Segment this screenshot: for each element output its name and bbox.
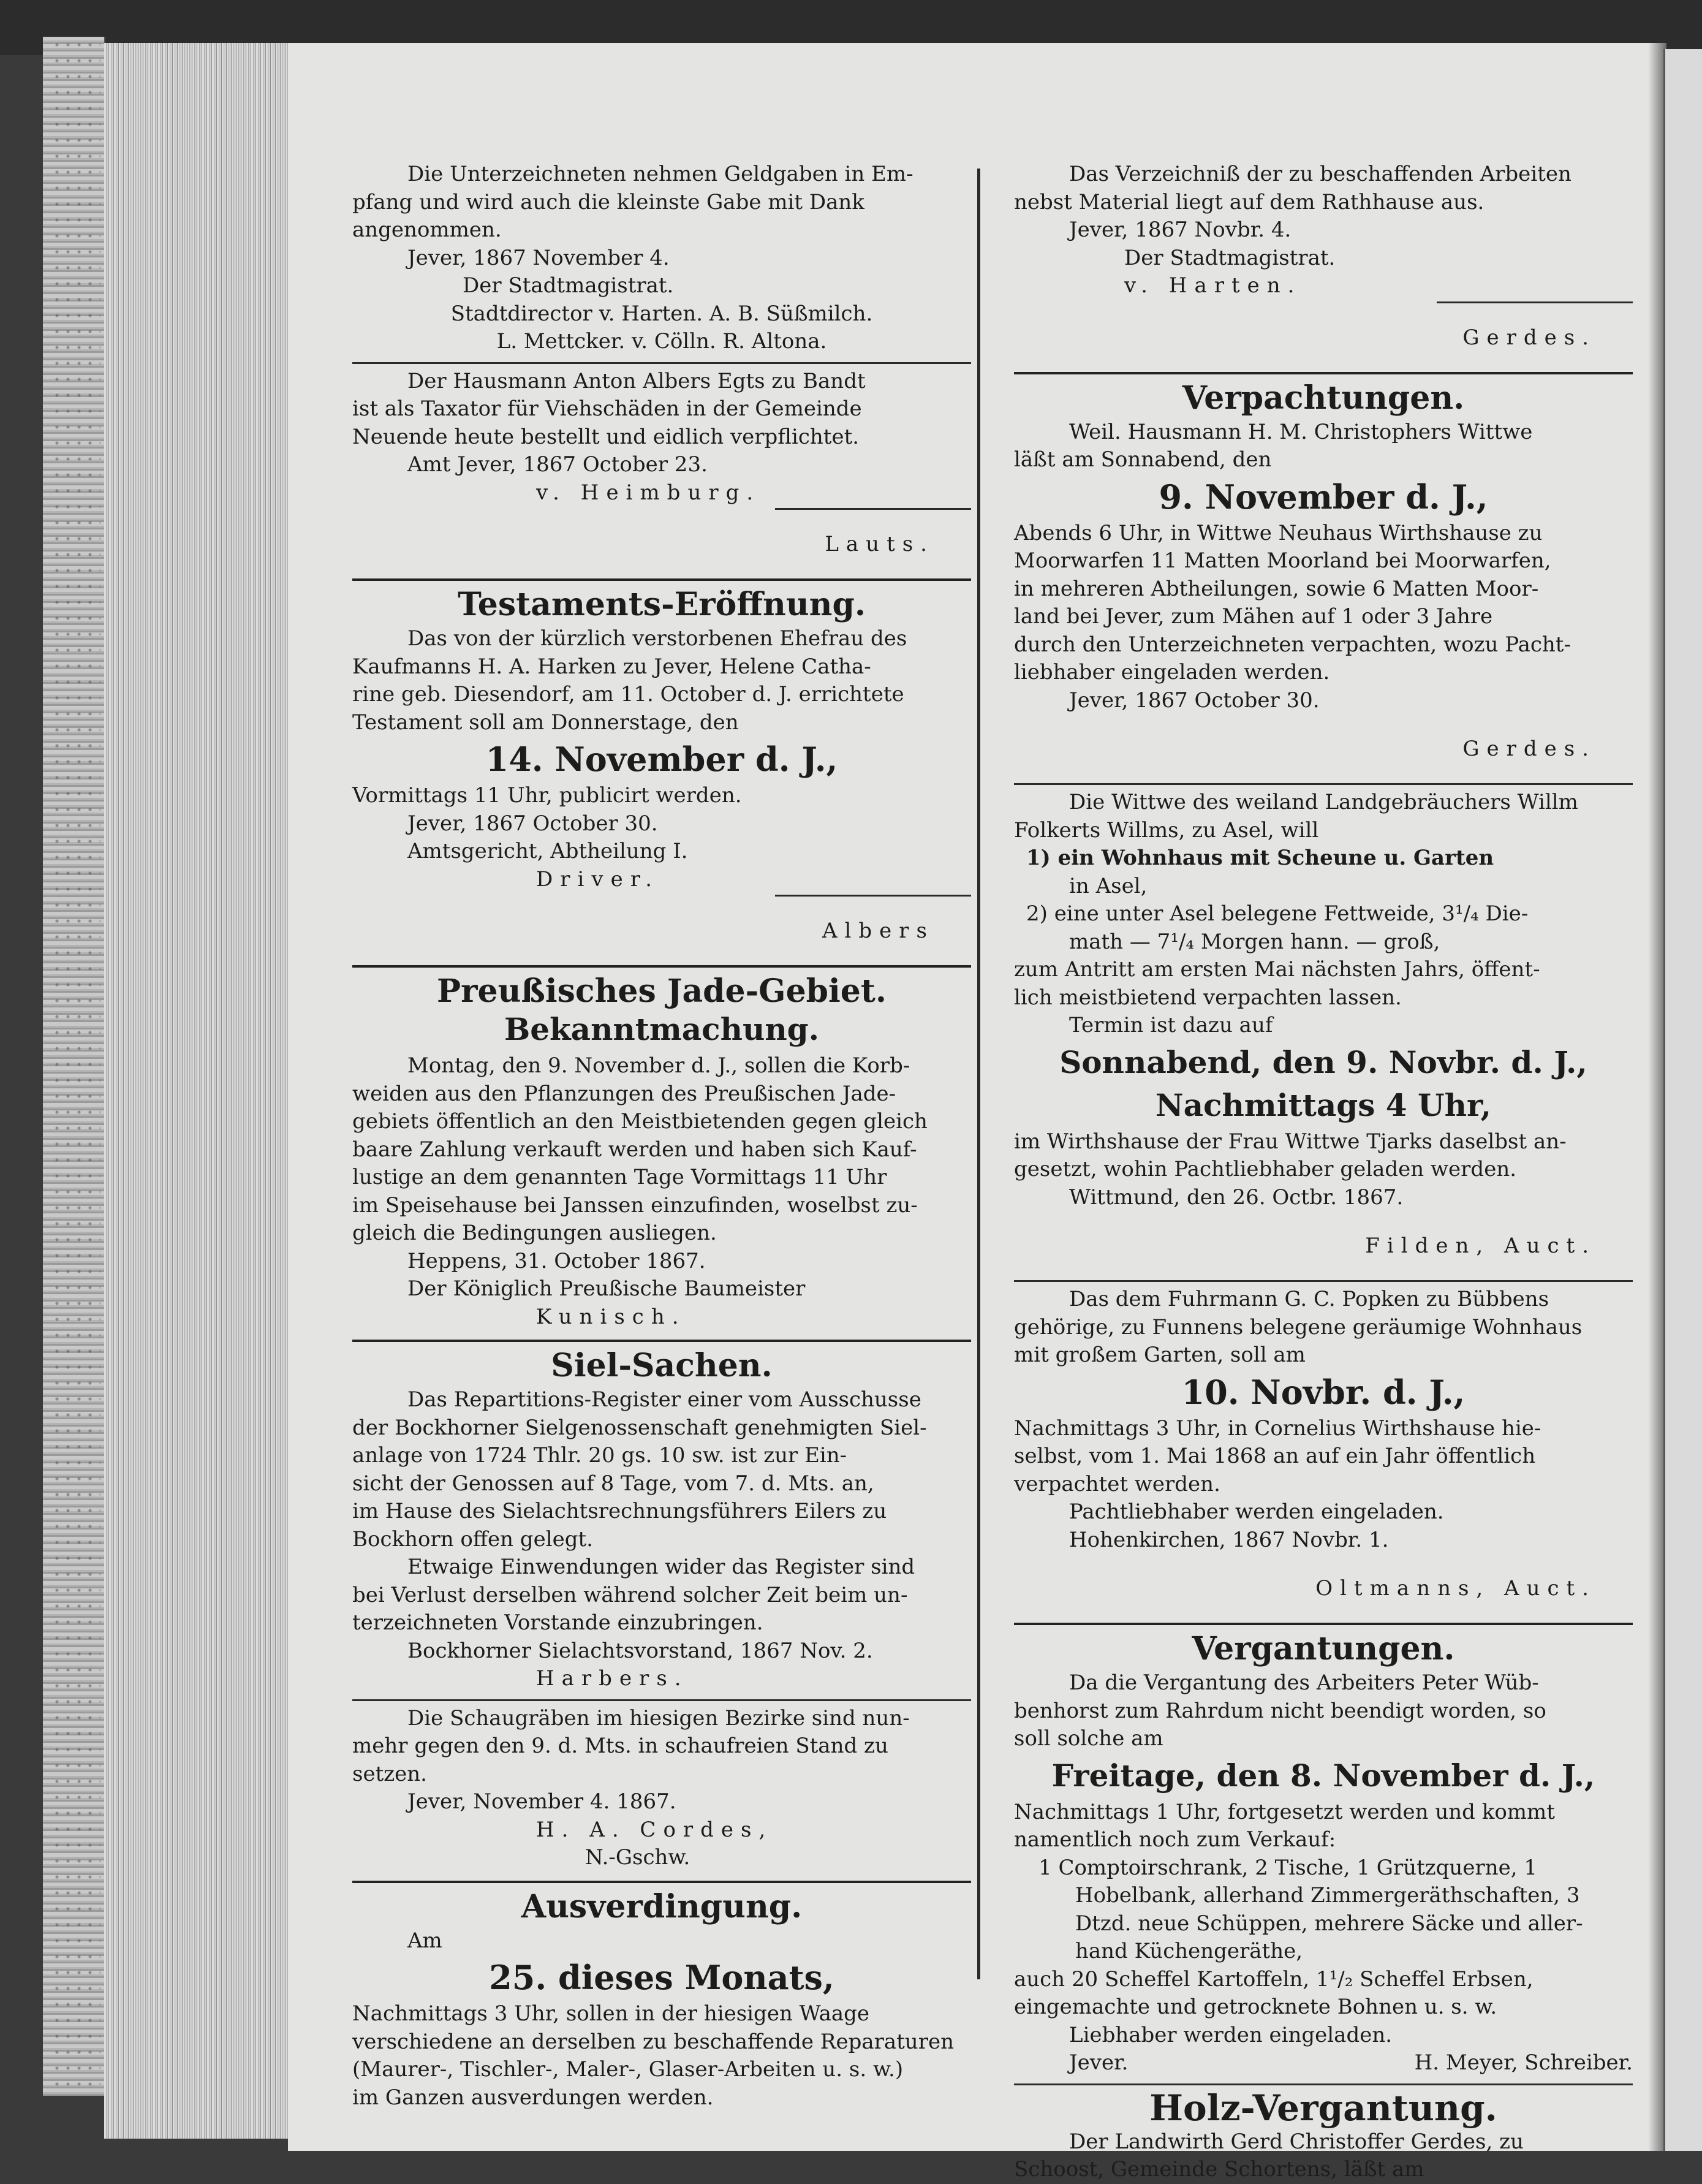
text-line: benhorst zum Rahrdum nicht beendigt worden, so [1014, 1698, 1546, 1723]
text-line: lich meistbietend verpachten lassen. [1014, 985, 1402, 1010]
text-line: Weil. Hausmann H. M. Christophers Wittwe [1069, 419, 1533, 444]
separator [352, 362, 971, 364]
text-line: der Bockhorner Sielgenossenschaft genehmigten Siel- [352, 1415, 927, 1440]
text-line: mehr gegen den 9. d. Mts. in schaufreien Stand zu [352, 1734, 888, 1758]
date-line: Amt Jever, 1867 October 23. [407, 452, 708, 477]
list-item: Hobelbank, allerhand Zimmergeräthschaften, 3 [1075, 1883, 1580, 1908]
section-heading: Siel-Sachen. [551, 1347, 773, 1384]
text-line: Das Repartitions-Register einer vom Ausschusse [407, 1387, 921, 1412]
signature-line: Gerdes. [1462, 737, 1596, 761]
text-line: anlage von 1724 Thlr. 20 gs. 10 sw. ist zur Ein- [352, 1443, 847, 1468]
text-line: Bockhorn offen gelegt. [352, 1526, 593, 1552]
signature-line: H. A. Cordes, [536, 1817, 773, 1842]
list-item: hand Küchengeräthe, [1075, 1939, 1303, 1963]
separator [352, 578, 971, 581]
clerk-signature: Gerdes. [1462, 325, 1596, 350]
highlight-date: Sonnabend, den 9. Novbr. d. J., [1059, 1044, 1587, 1080]
signature-rule [775, 895, 971, 897]
text-line: gebiets öffentlich an den Meistbietenden gegen gleich [352, 1109, 928, 1134]
column-rule [977, 169, 980, 1979]
text-line: bei Verlust derselben während solcher Zeit beim un- [352, 1582, 908, 1607]
signature-line: Kunisch. [536, 1304, 686, 1329]
signature-line: Driver. [536, 866, 660, 892]
signature-line: v. Heimburg. [536, 480, 761, 505]
spine-speckles [51, 37, 100, 2096]
signature-rule [1437, 301, 1633, 303]
separator [1014, 783, 1633, 785]
separator [352, 1699, 971, 1701]
text-line: Am [407, 1928, 442, 1953]
signature-line: L. Mettcker. v. Cölln. R. Altona. [496, 329, 827, 354]
signature-row [1014, 2049, 1633, 2077]
notice-ausverdingung [352, 1888, 971, 2112]
list-item: Dtzd. neue Schüppen, mehrere Säcke und aller- [1075, 1911, 1583, 1936]
text-line: (Maurer-, Tischler-, Maler-, Glaser-Arbeiten u. s. w.) [352, 2057, 904, 2082]
right-column [1014, 161, 1633, 2184]
notice-holz-vergantung [1014, 2089, 1633, 2184]
text-line: Die Wittwe des weiland Landgebräuchers Willm [1069, 790, 1578, 814]
text-line: Montag, den 9. November d. J., sollen die Korb- [407, 1053, 910, 1078]
text-line: Das Verzeichniß der zu beschaffenden Arbeiten [1069, 162, 1572, 186]
text-line: durch den Unterzeichneten verpachten, wozu Pacht- [1014, 632, 1571, 657]
date-line: Jever, 1867 Novbr. 4. [1069, 218, 1292, 242]
text-line: rine geb. Diesendorf, am 11. October d. J. errichtete [352, 682, 904, 707]
text-line: verschiedene an derselben zu beschaffende Reparaturen [352, 2029, 954, 2054]
left-column [352, 161, 971, 2112]
text-line: Da die Vergantung des Arbeiters Peter Wüb- [1069, 1670, 1539, 1695]
text-line: setzen. [352, 1761, 427, 1786]
text-line: land bei Jever, zum Mähen auf 1 oder 3 Jahre [1014, 604, 1493, 629]
text-line: Nachmittags 1 Uhr, fortgesetzt werden und kommt [1014, 1799, 1555, 1824]
text-line: gehörige, zu Funnens belegene geräumige Wohnhaus [1014, 1314, 1583, 1340]
text-line: im Hause des Sielachtsrechnungsführers Eilers zu [352, 1499, 887, 1523]
highlight-date: 10. Novbr. d. J., [1181, 1372, 1466, 1412]
section-heading: Vergantungen. [1192, 1630, 1455, 1667]
clerk-signature: Lauts. [825, 532, 934, 556]
text-line: ist als Taxator für Viehschäden in der Gemeinde [352, 396, 862, 421]
text-line: selbst, vom 1. Mai 1868 an auf ein Jahr öffentlich [1014, 1444, 1536, 1468]
text-line: eingemachte und getrocknete Bohnen u. s. w. [1014, 1995, 1497, 2019]
notice-continuation [1014, 161, 1633, 351]
signature-line: Harbers. [536, 1666, 689, 1691]
page-edges [104, 43, 291, 2139]
text-line: im Speisehause bei Janssen einzufinden, woselbst zu- [352, 1192, 918, 1218]
text-line: Die Schaugräben im hiesigen Bezirke sind nun- [407, 1705, 910, 1731]
signature-title: N.-Gschw. [585, 1845, 690, 1870]
list-item-cont: in Asel, [1069, 873, 1148, 898]
separator [1014, 1280, 1633, 1282]
section-subheading: Bekanntmachung. [504, 1011, 820, 1047]
date-line: Bockhorner Sielachtsvorstand, 1867 Nov. 2. [407, 1638, 873, 1663]
text-line: terzeichneten Vorstande einzubringen. [352, 1610, 763, 1635]
text-line: auch 20 Scheffel Kartoffeln, 1¹/₂ Scheffel Erbsen, [1014, 1966, 1534, 1992]
date-line: Heppens, 31. October 1867. [407, 1248, 706, 1273]
text-line: Moorwarfen 11 Matten Moorland bei Moorwarfen, [1014, 548, 1551, 573]
list-item: 2) eine unter Asel belegene Fettweide, 3¹/₄ Die- [1026, 901, 1529, 926]
signature-text: H. Meyer, Schreiber. [1414, 2050, 1633, 2075]
signature-line: v. Harten. [1124, 273, 1302, 298]
list-item-cont: math — 7¹/₄ Morgen hann. — groß, [1069, 929, 1440, 954]
clerk-signature: Albers [822, 919, 934, 943]
text-line: in mehreren Abtheilungen, sowie 6 Matten Moor- [1014, 576, 1539, 601]
text-line: Folkerts Willms, zu Asel, will [1014, 817, 1319, 843]
highlight-date: 14. November d. J., [485, 740, 838, 779]
notice-popken [1014, 1286, 1633, 1602]
text-line: Termin ist dazu auf [1069, 1013, 1273, 1037]
section-heading: Verpachtungen. [1182, 379, 1465, 417]
text-line: verpachtet werden. [1014, 1471, 1220, 1496]
highlight-time: Nachmittags 4 Uhr, [1155, 1086, 1492, 1123]
section-heading: Ausverdingung. [521, 1887, 803, 1925]
text-line: Nachmittags 3 Uhr, sollen in der hiesigen Waage [352, 2001, 870, 2026]
date-line: Jever, 1867 October 30. [1069, 688, 1320, 713]
text-line: lustige an dem genannten Tage Vormittags 11 Uhr [352, 1165, 887, 1189]
section-heading: Testaments-Eröffnung. [458, 586, 866, 623]
text-line: namentlich noch zum Verkauf: [1014, 1827, 1336, 1852]
text-line: gesetzt, wohin Pachtliebhaber geladen werden. [1014, 1157, 1517, 1181]
text-line: Testament soll am Donnerstage, den [352, 710, 739, 735]
separator [352, 1340, 971, 1342]
text-line: Der Hausmann Anton Albers Egts zu Bandt [407, 368, 866, 393]
signature-line: Filden, Auct. [1365, 1234, 1596, 1258]
date-line: Jever, 1867 November 4. [407, 245, 670, 270]
text-line: weiden aus den Pflanzungen des Preußischen Jade- [352, 1081, 896, 1106]
date-line: Jever, November 4. 1867. [407, 1789, 676, 1814]
notice-schaugraeben [352, 1705, 971, 1872]
text-line: Das von der kürzlich verstorbenen Ehefrau des [407, 626, 907, 651]
notice-verpachtungen [1014, 379, 1633, 763]
date-line: Wittmund, den 26. Octbr. 1867. [1069, 1185, 1404, 1210]
section-heading: Preußisches Jade-Gebiet. [437, 973, 887, 1010]
separator [1014, 372, 1633, 374]
text-line: gleich die Bedingungen ausliegen. [352, 1221, 717, 1245]
list-item: 1 Comptoirschrank, 2 Tische, 1 Grützquerne, 1 [1038, 1855, 1537, 1880]
text-line: Liebhaber werden eingeladen. [1069, 2022, 1393, 2047]
section-heading: Holz-Vergantung. [1149, 2087, 1497, 2129]
separator [1014, 2084, 1633, 2085]
text-line: Neuende heute bestellt und eidlich verpflichtet. [352, 424, 860, 449]
text-line: pfang und wird auch die kleinste Gabe mit Dank [352, 189, 864, 214]
signature-line: Oltmanns, Auct. [1315, 1576, 1596, 1601]
next-page-edge [1663, 49, 1702, 2151]
text-line: mit großem Garten, soll am [1014, 1343, 1306, 1367]
place-text: Jever. [1069, 2050, 1129, 2075]
authority-line: Amtsgericht, Abtheilung I. [407, 839, 688, 863]
authority-line: Der Stadtmagistrat. [1124, 245, 1336, 270]
notice-jade-gebiet [352, 973, 971, 1331]
text-line: liebhaber eingeladen werden. [1014, 660, 1330, 684]
text-line: Kaufmanns H. A. Harken zu Jever, Helene Catha- [352, 654, 871, 679]
text-line: Der Landwirth Gerd Christoffer Gerdes, zu [1069, 2129, 1524, 2154]
text-line: nebst Material liegt auf dem Rathhause aus. [1014, 189, 1485, 214]
notice-willms [1014, 789, 1633, 1259]
text-line: soll solche am [1014, 1726, 1163, 1751]
text-line: Abends 6 Uhr, in Wittwe Neuhaus Wirthshause zu [1014, 520, 1543, 545]
highlight-date: 25. dieses Monats, [489, 1958, 834, 1997]
separator [352, 1881, 971, 1883]
text-line: Die Unterzeichneten nehmen Geldgaben in Em- [407, 162, 913, 186]
text-line: Etwaige Einwendungen wider das Register sind [407, 1555, 915, 1579]
notice-vergantungen [1014, 1630, 1633, 2077]
list-item: 1) ein Wohnhaus mit Scheune u. Garten [1026, 846, 1494, 870]
text-line: sicht der Genossen auf 8 Tage, vom 7. d. Mts. an, [352, 1471, 874, 1496]
separator [1014, 1623, 1633, 1625]
notice-siel-sachen [352, 1347, 971, 1693]
authority-line: Der Königlich Preußische Baumeister [407, 1276, 806, 1301]
text-line: zum Antritt am ersten Mai nächsten Jahrs, öffent- [1014, 957, 1540, 982]
text-line: Schoost, Gemeinde Schortens, läßt am [1014, 2157, 1424, 2182]
separator [352, 965, 971, 968]
date-line: Hohenkirchen, 1867 Novbr. 1. [1069, 1527, 1389, 1552]
text-line: im Ganzen ausverdungen werden. [352, 2085, 714, 2110]
text-line: Nachmittags 3 Uhr, in Cornelius Wirthshause hie- [1014, 1416, 1541, 1441]
highlight-date: Freitage, den 8. November d. J., [1051, 1757, 1595, 1794]
text-line: baare Zahlung verkauft werden und haben sich Kauf- [352, 1137, 917, 1162]
notice-taxator [352, 368, 971, 558]
signature-line: Stadtdirector v. Harten. A. B. Süßmilch. [450, 301, 873, 326]
notice-donations [352, 161, 971, 356]
text-line: Pachtliebhaber werden eingeladen. [1069, 1500, 1444, 1524]
highlight-date: 9. November d. J., [1159, 477, 1488, 517]
text-line: angenommen. [352, 218, 502, 242]
signature-rule [775, 508, 971, 510]
text-line: Vormittags 11 Uhr, publicirt werden. [352, 783, 742, 808]
text-line: Das dem Fuhrmann G. C. Popken zu Bübbens [1069, 1287, 1549, 1311]
notice-testament [352, 586, 971, 944]
date-line: Jever, 1867 October 30. [407, 811, 658, 836]
authority-line: Der Stadtmagistrat. [463, 273, 674, 298]
text-line: läßt am Sonnabend, den [1014, 447, 1272, 472]
text-line: im Wirthshause der Frau Wittwe Tjarks daselbst an- [1014, 1129, 1567, 1154]
